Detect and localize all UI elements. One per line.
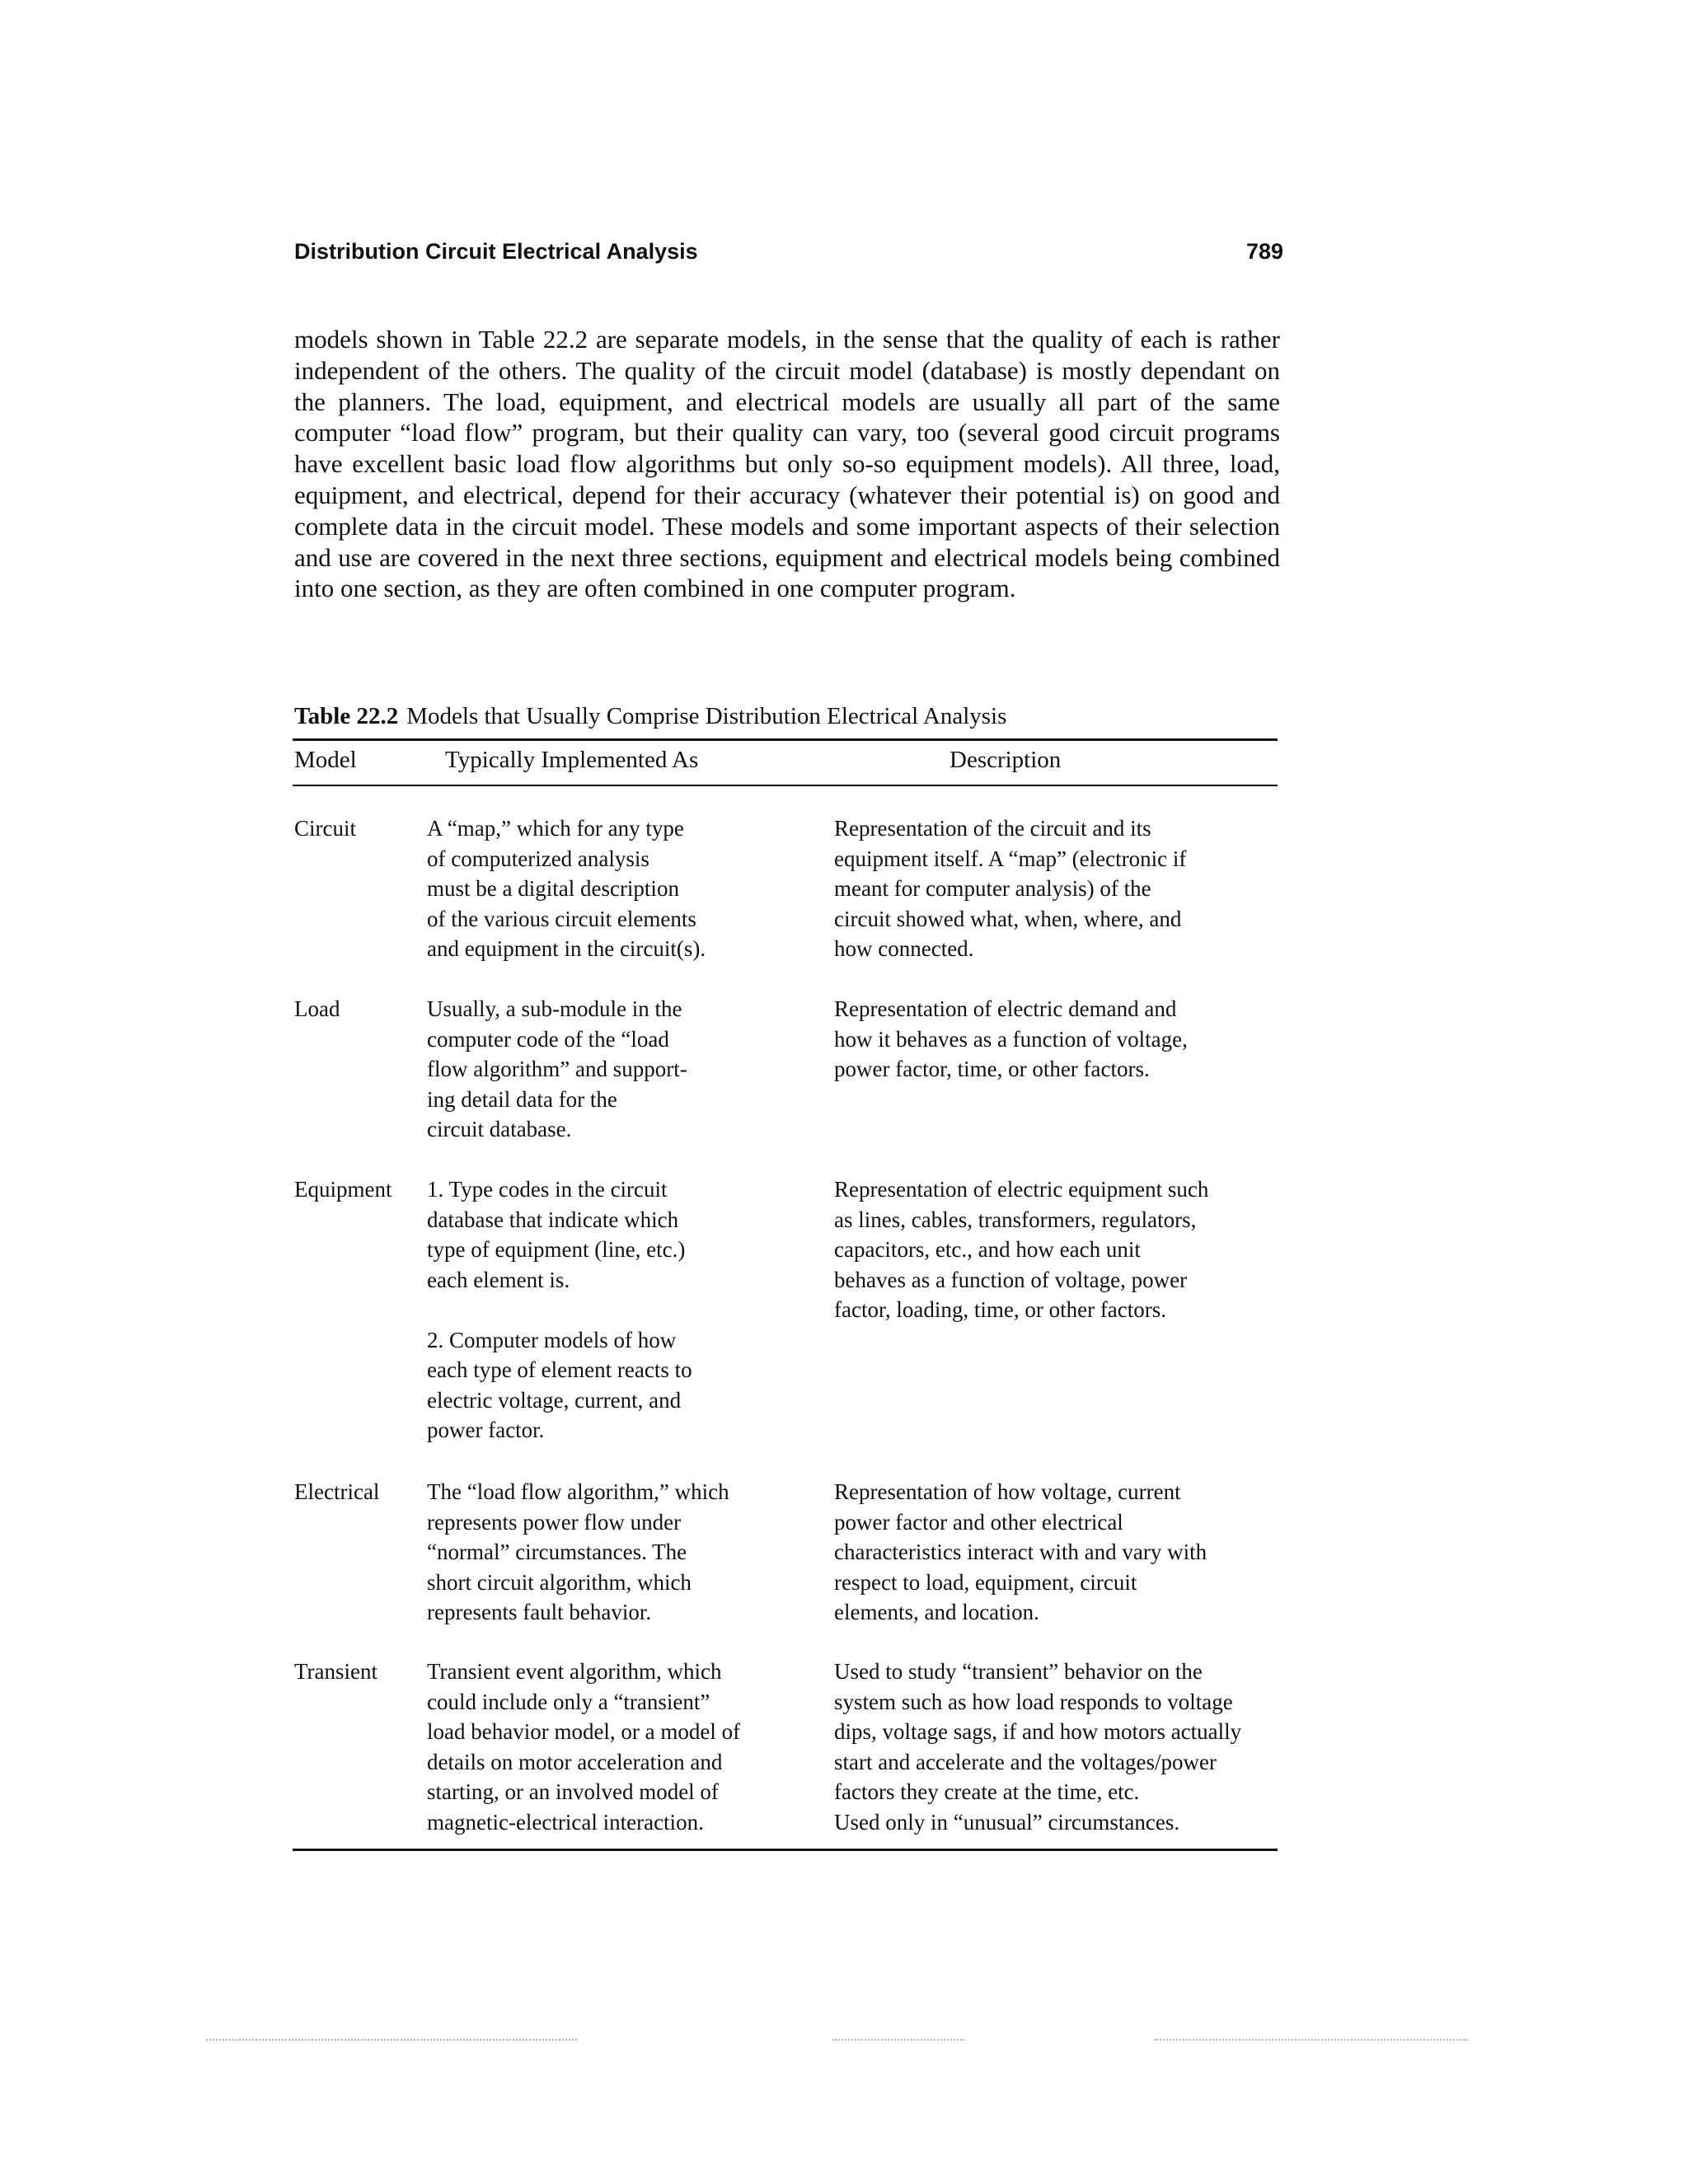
scan-artifact <box>1154 2039 1467 2042</box>
table-cell-description: Representation of electric demand and how it behaves as a function of voltage, power factor, time, or other factors. <box>834 996 1188 1081</box>
table-cell-description: Representation of the circuit and its equipment itself. A “map” (electronic if meant for computer analysis) of the circuit showed what, when, where, and how connected. <box>834 816 1187 961</box>
table-cell-implemented: A “map,” which for any type of computerized analysis must be a digital description of the various circuit elements and equipment in the circuit(s). <box>427 816 706 961</box>
table-cell-implemented: The “load flow algorithm,” which represents power flow under “normal” circumstances. The short circuit algorithm, which represents fault behavior. <box>427 1479 729 1624</box>
table-cell-description: Representation of how voltage, current power factor and other electrical characteristics interact with and vary with respect to load, equipment, circuit elements, and location. <box>834 1479 1207 1624</box>
running-header-title: Distribution Circuit Electrical Analysis <box>294 239 698 264</box>
table-cell-implemented: Usually, a sub-module in the computer code of the “load flow algorithm” and support- ing detail data for the circuit database. <box>427 996 687 1141</box>
table-cell-description: Representation of electric equipment such as lines, cables, transformers, regulators, capacitors, etc., and how each unit behaves as a function of voltage, power factor, loading, time, or other factors. <box>834 1177 1209 1322</box>
table-bottom-rule <box>293 1849 1278 1851</box>
page-number: 789 <box>1245 239 1283 264</box>
table-caption-text: Models that Usually Comprise Distribution Electrical Analysis <box>406 703 1007 729</box>
scan-artifact <box>832 2039 964 2042</box>
column-header-model: Model <box>294 747 357 773</box>
table-header-rule <box>293 785 1278 786</box>
table-cell-model: Transient <box>294 1659 378 1684</box>
table-cell-model: Load <box>294 996 340 1021</box>
column-header-description: Description <box>950 747 1062 773</box>
scan-artifact <box>206 2039 577 2042</box>
table-caption <box>294 703 1006 730</box>
table-cell-model: Circuit <box>294 816 356 841</box>
table-caption-label: Table 22.2 <box>294 703 399 729</box>
table-cell-implemented: Transient event algorithm, which could include only a “transient” load behavior model, or a model of details on motor acceleration and starting, or an involved model of magnetic-electrical interaction. <box>427 1659 741 1835</box>
column-header-implemented: Typically Implemented As <box>445 747 699 773</box>
table-cell-model: Electrical <box>294 1479 380 1504</box>
page-header <box>294 239 1283 275</box>
table-cell-implemented: 1. Type codes in the circuit database that indicate which type of equipment (line, etc.) each element is. 2. Computer models of how each type of element reacts to electric voltage, current, and power factor. <box>427 1177 692 1442</box>
table-cell-model: Equipment <box>294 1177 392 1202</box>
table-cell-description: Used to study “transient” behavior on the system such as how load responds to voltage dips, voltage sags, if and how motors actually start and accelerate and the voltages/power factors they create at the time, etc. Used only in “unusual” circumstances. <box>834 1659 1242 1835</box>
body-paragraph: models shown in Table 22.2 are separate models, in the sense that the quality of each is rather independent of the others. The quality of the circuit model (database) is mostly dependant on the planners. The load, equipment, and electrical models are usually all part of the same computer “load flow” program, but their quality can vary, too (several good circuit programs have excellent basic load flow algorithms but only so-so equipment models). All three, load, equipment, and electrical, depend for their accuracy (whatever their potential is) on good and complete data in the circuit model. These models and some important aspects of their selection and use are covered in the next three sections, equipment and electrical models being combined into one section, as they are often combined in one computer program. <box>294 325 1280 603</box>
table-top-rule <box>293 738 1278 741</box>
